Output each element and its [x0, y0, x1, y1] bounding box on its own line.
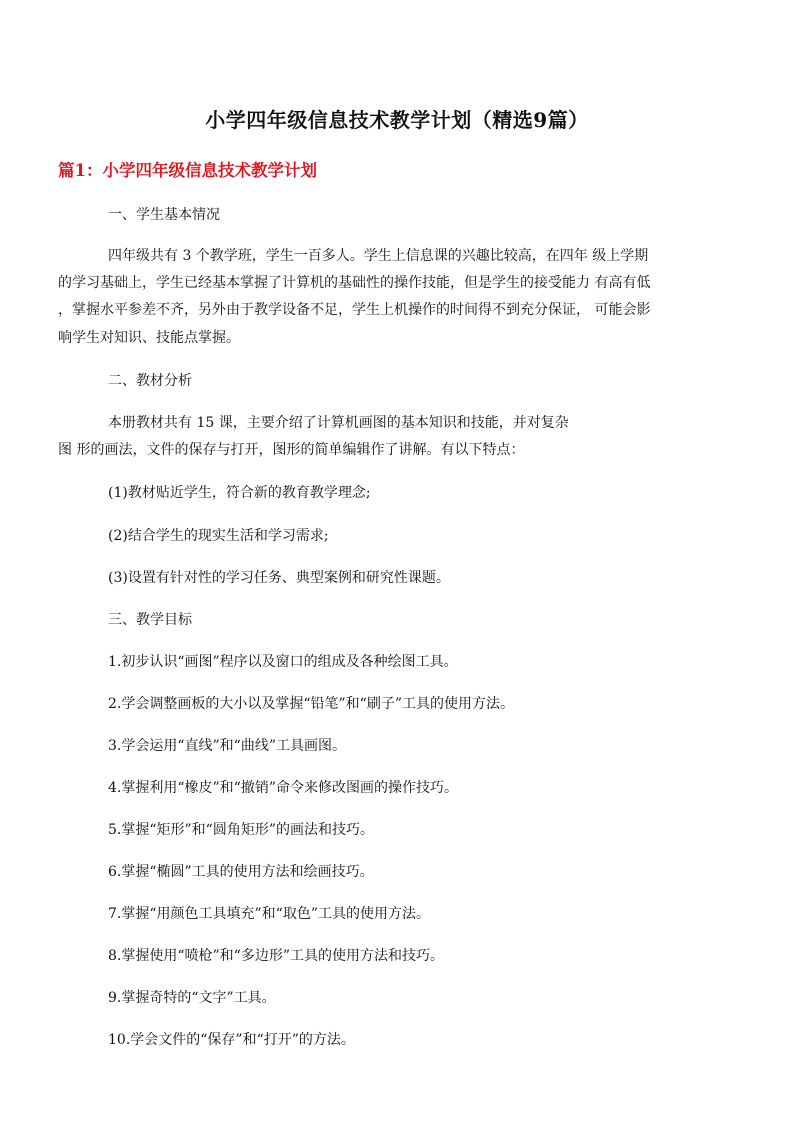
- goal-item-1: 1.初步认识“画图”程序以及窗口的组成及各种绘图工具。: [108, 654, 458, 670]
- feature-item-3: (3)设置有针对性的学习任务、典型案例和研究性课题。: [108, 570, 450, 586]
- goal-item-2: 2.学会调整画板的大小以及掌握“铅笔”和“刷子”工具的使用方法。: [108, 696, 514, 712]
- document-title: 小学四年级信息技术教学计划（精选9篇）: [205, 108, 589, 132]
- paragraph-line: 响学生对知识、技能点掌握。: [58, 330, 240, 346]
- goal-item-10: 10.学会文件的“保存”和“打开”的方法。: [108, 1032, 355, 1048]
- goal-item-4: 4.掌握利用“橡皮”和“撤销”命令来修改图画的操作技巧。: [108, 780, 458, 796]
- section-heading-2: 二、教材分析: [108, 373, 192, 389]
- feature-item-2: (2)结合学生的现实生活和学习需求;: [108, 528, 329, 544]
- section-heading-1: 一、学生基本情况: [108, 207, 220, 223]
- goal-item-3: 3.学会运用“直线”和“曲线”工具画图。: [108, 738, 346, 754]
- goal-item-7: 7.掌握“用颜色工具填充”和“取色”工具的使用方法。: [108, 906, 430, 922]
- chapter-heading: 篇1：小学四年级信息技术教学计划: [58, 161, 317, 180]
- paragraph-line: 四年级共有 3 个教学班，学生一百多人。学生上信息课的兴趣比较高，在四年 级上学期: [108, 248, 649, 264]
- paragraph-line: ，掌握水平参差不齐，另外由于教学设备不足，学生上机操作的时间得不到充分保证， 可能会影: [58, 302, 651, 318]
- goal-item-5: 5.掌握“矩形”和“圆角矩形”的画法和技巧。: [108, 822, 374, 838]
- section-heading-3: 三、教学目标: [108, 612, 192, 628]
- feature-item-1: (1)教材贴近学生，符合新的教育教学理念;: [108, 485, 371, 501]
- goal-item-6: 6.掌握“椭圆”工具的使用方法和绘画技巧。: [108, 864, 374, 880]
- paragraph-line: 本册教材共有 15 课，主要介绍了计算机画图的基本知识和技能，并对复杂: [108, 415, 569, 431]
- paragraph-line: 图 形的画法，文件的保存与打开，图形的简单编辑作了讲解。有以下特点：: [58, 442, 525, 458]
- goal-item-8: 8.掌握使用“喷枪”和“多边形”工具的使用方法和技巧。: [108, 948, 444, 964]
- goal-item-9: 9.掌握奇特的“文字”工具。: [108, 990, 276, 1006]
- paragraph-line: 的学习基础上，学生已经基本掌握了计算机的基础性的操作技能，但是学生的接受能力 有高有低: [58, 275, 651, 291]
